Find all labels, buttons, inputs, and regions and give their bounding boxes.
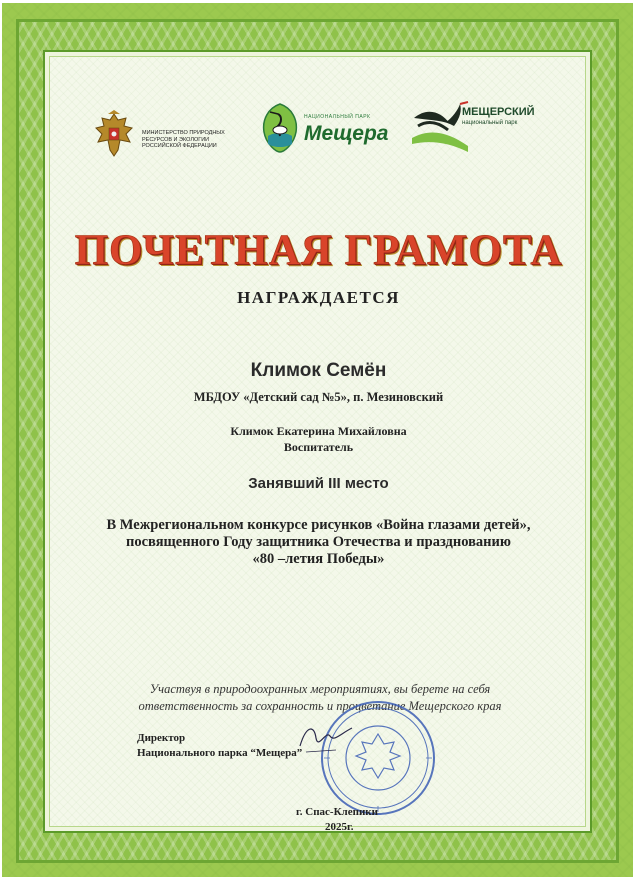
issue-city: г. Спас-Клепики	[296, 806, 378, 818]
contest-description	[88, 517, 549, 568]
teacher-role: Воспитатель	[283, 440, 354, 454]
logo-row	[0, 98, 637, 168]
contest-line: «80 –летия Победы»	[252, 551, 385, 567]
issue-year: 2025г.	[325, 821, 354, 833]
recipient-name: Климок Семён	[250, 360, 387, 381]
ministry-text: МИНИСТЕРСТВО ПРИРОДНЫХ РЕСУРСОВ И ЭКОЛОГИИ РОССИЙСКОЙ ФЕДЕРАЦИИ	[142, 130, 225, 149]
heron-emblem-icon	[258, 102, 302, 154]
motto-line: ответственность за сохранность и процветание Мещерского края	[138, 699, 502, 713]
ministry-logo	[92, 110, 242, 160]
meshchersky-caption: национальный парк	[462, 120, 518, 126]
recipient-organization: МБДОУ «Детский сад №5», п. Мезиновский	[193, 390, 444, 404]
national-park-logo	[258, 102, 388, 160]
director-title: Директор	[137, 732, 186, 744]
park-name: Мещера	[304, 122, 389, 145]
director-signature	[296, 716, 356, 756]
award-place: Занявший III место	[248, 475, 389, 492]
russian-coat-of-arms-icon	[92, 110, 136, 160]
meshchersky-logo	[410, 98, 550, 158]
director-block	[137, 731, 302, 761]
director-organization: Национального парка “Мещера”	[137, 747, 303, 759]
awarded-label: НАГРАЖДАЕТСЯ	[237, 288, 400, 307]
teacher-name: Климок Екатерина Михайловна	[230, 424, 407, 438]
contest-line: В Межрегиональном конкурсе рисунков «Война глазами детей»,	[106, 517, 531, 533]
motto-line: Участвуя в природоохранных мероприятиях, вы берете на себя	[149, 682, 491, 696]
certificate-title: ПОЧЕТНАЯ ГРАМОТА	[74, 227, 563, 274]
meshchersky-name: МЕЩЕРСКИЙ	[462, 106, 535, 118]
crane-bird-icon	[410, 98, 470, 154]
contest-line: посвященного Году защитника Отечества и празднованию	[126, 534, 511, 550]
park-small-caption: НАЦИОНАЛЬНЫЙ ПАРК	[304, 114, 371, 120]
